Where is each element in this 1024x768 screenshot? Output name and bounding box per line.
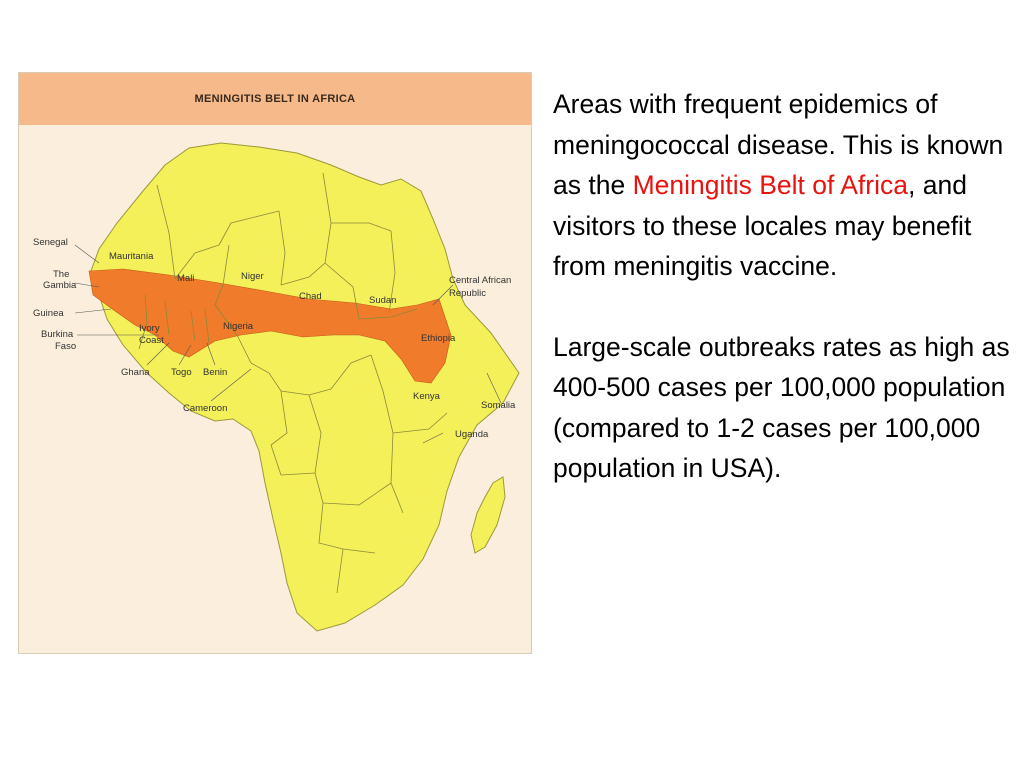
label-chad: Chad — [299, 291, 322, 302]
label-benin: Benin — [203, 367, 228, 378]
label-faso: Faso — [55, 341, 77, 352]
label-sudan: Sudan — [369, 295, 397, 306]
label-coast: Coast — [139, 335, 164, 346]
description-text — [553, 84, 1015, 489]
description-paragraph-1: Areas with frequent epidemics of meningococcal disease. This is known as the Meningitis Belt of Africa, and visitors to these locales may benefit from meningitis vaccine. — [553, 89, 1004, 281]
label-central-african-2: Republic — [449, 288, 486, 299]
label-togo: Togo — [171, 367, 192, 378]
label-senegal: Senegal — [33, 237, 68, 248]
meningitis-belt-highlight: Meningitis Belt of Africa — [632, 170, 908, 200]
label-mali: Mali — [177, 273, 195, 284]
label-mauritania: Mauritania — [109, 251, 154, 262]
label-kenya: Kenya — [413, 391, 440, 402]
label-somalia: Somalia — [481, 400, 516, 411]
label-central-african-1: Central African — [449, 275, 512, 286]
label-ethiopia: Ethiopia — [421, 333, 456, 344]
label-gambia: Gambia — [43, 280, 77, 291]
description-paragraph-2: Large-scale outbreaks rates as high as 400-500 cases per 100,000 population (compared to 1-2 cases per 100,000 population in USA). — [553, 331, 1010, 483]
label-cameroon: Cameroon — [183, 403, 228, 414]
label-niger: Niger — [241, 271, 264, 282]
africa-map-graphic — [19, 73, 532, 654]
africa-landmass — [91, 143, 519, 631]
label-ivory: Ivory — [139, 323, 160, 334]
map-title: MENINGITIS BELT IN AFRICA — [194, 93, 356, 105]
madagascar — [471, 477, 505, 553]
label-guinea: Guinea — [33, 308, 64, 319]
meningitis-map — [18, 72, 532, 654]
label-nigeria: Nigeria — [223, 321, 254, 332]
label-uganda: Uganda — [455, 429, 489, 440]
label-the: The — [53, 269, 70, 280]
label-burkina: Burkina — [41, 329, 74, 340]
label-ghana: Ghana — [121, 367, 150, 378]
